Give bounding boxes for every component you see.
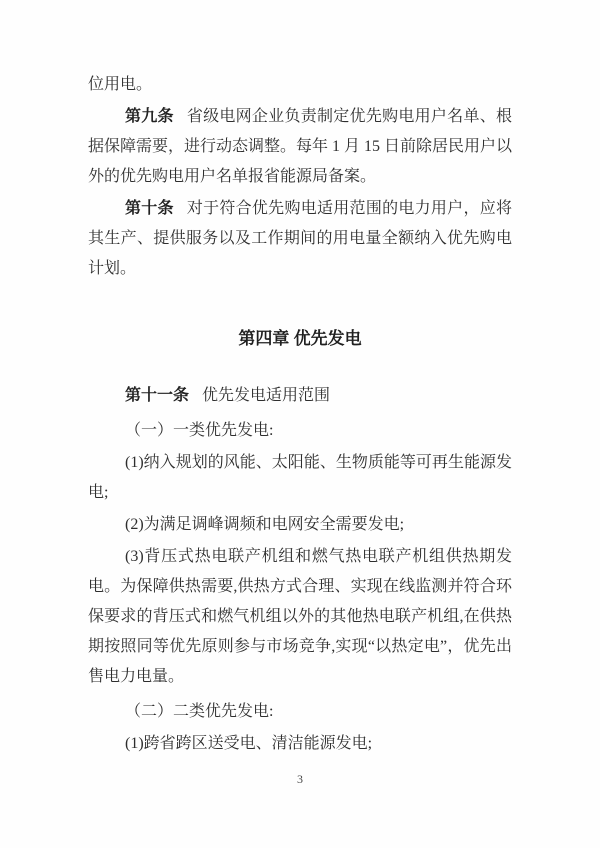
article-9-number: 第九条 [125,108,174,125]
class2-label: （二）二类优先发电: [125,703,274,720]
class1-item-2: (2)为满足调峰调频和电网安全需要发电; [125,516,405,533]
class1-item-3: (3)背压式热电联产机组和燃气热电联产机组供热期发电。为保障供热需要,供热方式合理、实现在线监测并符合环保要求的背压式和燃气机组以外的其他热电联产机组,在供热期按照同等优先原则参与市场竞争,实现“以热定电”，优先出售电力电量。 [88,548,512,685]
article-10-number: 第十条 [125,200,174,217]
article-10-paragraph [88,194,512,284]
article-11-body: 优先发电适用范围 [202,387,331,404]
class2-item-1: (1)跨省跨区送受电、清洁能源发电; [125,735,373,752]
article-11-number: 第十一条 [125,387,190,404]
article-9-body: 省级电网企业负责制定优先购电用户名单、根据保障需要，进行动态调整。每年 1 月 15 日前除居民用户以外的优先购电用户名单报省能源局备案。 [88,108,512,185]
page-number: 3 [297,772,303,786]
chapter-4-heading: 第四章 优先发电 [238,329,362,348]
continuation-text: 位用电。 [88,76,153,93]
document-content [88,70,512,761]
article-9-paragraph [88,102,512,192]
continuation-paragraph [88,70,512,100]
class1-label: （一）一类优先发电: [125,422,274,439]
article-10-body: 对于符合优先购电适用范围的电力用户，应将其生产、提供服务以及工作期间的用电量全额纳入优先购电计划。 [88,200,512,277]
class1-item-1: (1)纳入规划的风能、太阳能、生物质能等可再生能源发电; [88,454,512,501]
article-11-paragraph [88,381,512,411]
